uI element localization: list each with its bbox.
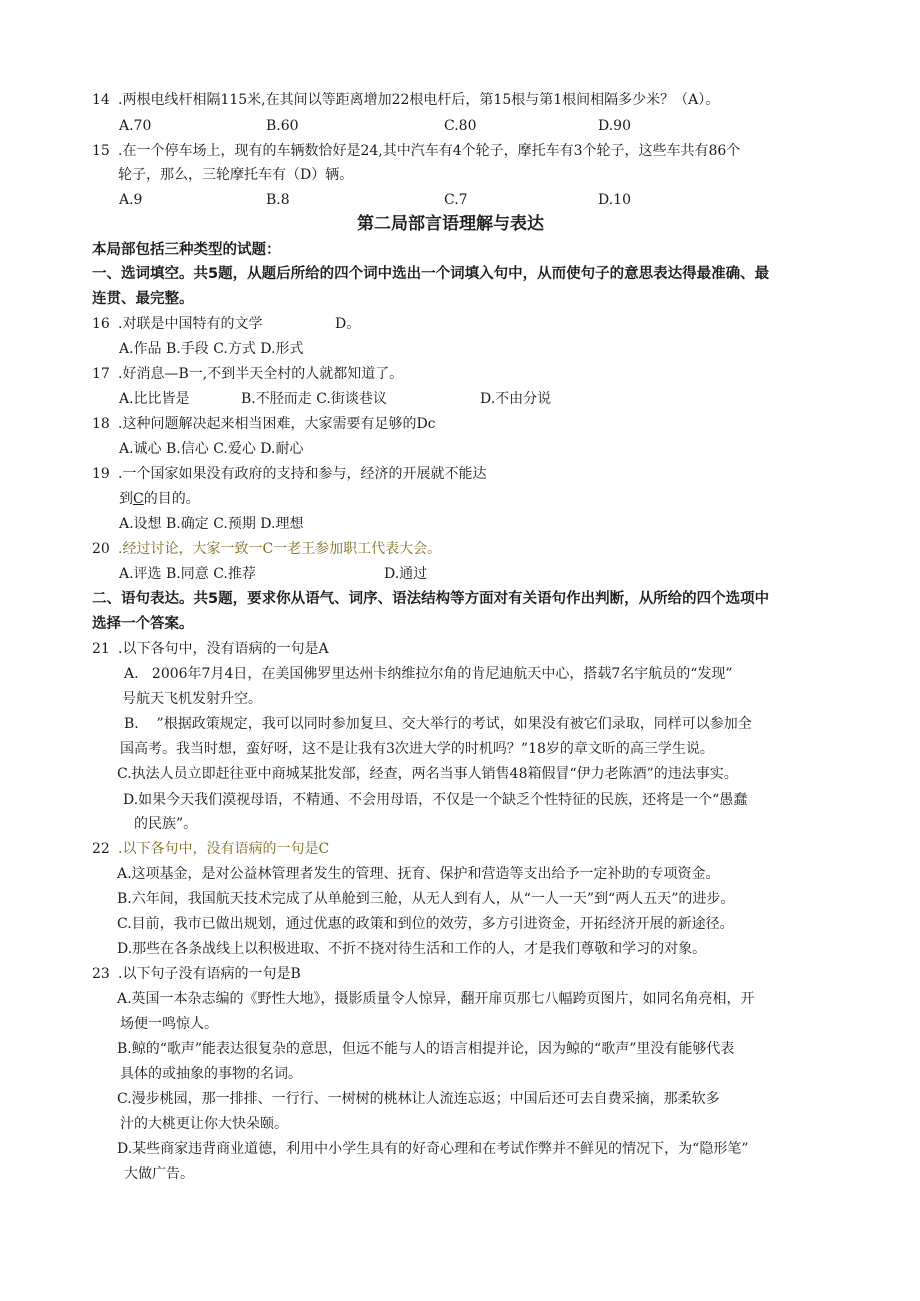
choice-c: C.执法人员立即赶往亚中商城某批发部，经查，两名当事人销售48箱假冒“伊力老陈酒”的违法事实。 bbox=[117, 766, 738, 782]
question-number: 15 bbox=[92, 143, 110, 159]
option-a: A.比比皆是 bbox=[119, 391, 190, 407]
question-number: 22 bbox=[92, 841, 110, 857]
answer: C bbox=[133, 491, 144, 507]
options: A.设想 B.确定 C.预期 D.理想 bbox=[119, 516, 304, 532]
question-number: 17 bbox=[92, 366, 110, 382]
option-c: C.7 bbox=[444, 192, 468, 208]
choice-d-continued: 的民族”。 bbox=[134, 816, 198, 832]
part-1-heading: 一、选词填空。共5题，从题后所给的四个词中选出一个词填入句中，从而使句子的意思表达得最准确、最 bbox=[92, 266, 770, 282]
question-15 bbox=[92, 141, 740, 161]
question-17 bbox=[92, 364, 403, 384]
option-b: B.8 bbox=[266, 192, 290, 208]
choice-a: A.英国一本杂志编的《野性大地》，摄影质量令人惊异，翻开扉页那七八幅跨页图片，如同名角亮相，开 bbox=[117, 991, 755, 1007]
section-intro: 本局部包括三种类型的试题： bbox=[92, 242, 281, 258]
part-2-heading: 二、语句表达。共5题，要求你从语气、词序、语法结构等方面对有关语句作出判断，从所给的四个选项中 bbox=[92, 591, 770, 607]
option-c: C.80 bbox=[444, 118, 477, 134]
choice-d: D.如果今天我们漠视母语，不精通、不会用母语，不仅是一个缺乏个性特征的民族，还将是一个“愚蠢 bbox=[123, 792, 748, 808]
choice-d: D.某些商家违背商业道德，利用中小学生具有的好奇心理和在考试作弊并不鲜见的情况下，为“隐形笔” bbox=[117, 1141, 749, 1157]
question-text: .以下各句中，没有语病的一句是A bbox=[118, 641, 329, 657]
choice-b-continued: 国高考。我当时想，蛮好呀，这不是让我有3次进大学的时机吗？”18岁的章文昕的高三学生说。 bbox=[120, 741, 714, 757]
choice-a: A.这项基金，是对公益林管理者发生的管理、抚育、保护和营造等支出给予一定补助的专项资金。 bbox=[117, 866, 720, 882]
question-18 bbox=[92, 414, 436, 434]
question-number: 19 bbox=[92, 466, 110, 482]
options-a-c: A.评选 B.同意 C.推荐 bbox=[119, 566, 256, 582]
question-20 bbox=[92, 539, 441, 559]
choice-d: D.那些在各条战线上以积极进取、不折不挠对待生活和工作的人，才是我们尊敬和学习的对象。 bbox=[117, 941, 707, 957]
choice-a: A. 2006年7月4日，在美国佛罗里达州卡纳维拉尔角的肯尼迪航天中心，搭载7名宇航员的“发现” bbox=[124, 666, 733, 682]
choice-c: C.漫步桃园，那一排排、一行行、一树树的桃林让人流连忘返；中国后还可去自费采摘，那柔软多 bbox=[117, 1091, 720, 1107]
choice-a-continued: 号航天飞机发射升空。 bbox=[122, 691, 262, 707]
options: A.诚心 B.信心 C.爱心 D.耐心 bbox=[119, 441, 304, 457]
choice-b: B. ”根据政策规定，我可以同时参加复旦、交大举行的考试，如果没有被它们录取，同样可以参加全 bbox=[124, 716, 752, 732]
option-d: D.10 bbox=[598, 192, 631, 208]
option-a: A.70 bbox=[119, 118, 152, 134]
option-d: D.通过 bbox=[384, 566, 428, 582]
text: 的目的。 bbox=[143, 491, 200, 507]
choice-a-continued: 场便一鸣惊人。 bbox=[120, 1016, 218, 1032]
choice-b: B.六年间，我国航天技术完成了从单舱到三舱，从无人到有人，从“一人一天”到“两人五天”的进步。 bbox=[117, 891, 735, 907]
question-text-continued: 轮子，那么，三轮摩托车有（D）辆。 bbox=[118, 167, 354, 183]
text: 到 bbox=[119, 491, 133, 507]
question-text: .以下各句中，没有语病的一句是C bbox=[118, 841, 330, 857]
choice-d-continued: 大做广告。 bbox=[124, 1166, 194, 1182]
question-19 bbox=[92, 464, 486, 484]
question-text-continued bbox=[119, 489, 200, 509]
question-text: .以下句子没有语病的一句是B bbox=[118, 966, 301, 982]
question-number: 16 bbox=[92, 316, 110, 332]
question-number: 14 bbox=[92, 92, 110, 108]
section-title: 第二局部言语理解与表达 bbox=[357, 214, 544, 234]
question-number: 18 bbox=[92, 416, 110, 432]
question-16 bbox=[92, 314, 262, 334]
question-14 bbox=[92, 90, 719, 110]
question-text: .好消息—B一,不到半天全村的人就都知道了。 bbox=[118, 366, 404, 382]
option-a: A.9 bbox=[119, 192, 143, 208]
question-text: .一个国家如果没有政府的支持和参与，经济的开展就不能达 bbox=[118, 466, 487, 482]
part-1-heading-continued: 连贯、最完整。 bbox=[92, 291, 194, 307]
choice-c-continued: 汁的大桃更让你大快朵颐。 bbox=[120, 1116, 288, 1132]
question-text: .两根电线杆相隔115米,在其间以等距离增加22根电杆后，第15根与第1根间相隔多少米？（A）。 bbox=[118, 92, 720, 108]
question-23 bbox=[92, 964, 301, 984]
option-b: B.60 bbox=[266, 118, 299, 134]
choice-b: B.鲸的“歌声”能表达很复杂的意思，但远不能与人的语言相提并论，因为鲸的“歌声”里没有能够代表 bbox=[117, 1041, 735, 1057]
option-d: D.不由分说 bbox=[480, 391, 552, 407]
choice-c: C.目前，我市已做出规划，通过优惠的政策和到位的效劳，多方引进资金，开拓经济开展的新途径。 bbox=[117, 916, 734, 932]
part-2-heading-continued: 选择一个答案。 bbox=[92, 616, 194, 632]
question-22 bbox=[92, 839, 329, 859]
question-number: 20 bbox=[92, 541, 110, 557]
options-b-c: B.不胫而走 C.街谈巷议 bbox=[241, 391, 387, 407]
question-number: 21 bbox=[92, 641, 110, 657]
answer: D。 bbox=[335, 316, 361, 332]
question-text: .经过讨论，大家一致一C一老王参加职工代表大会。 bbox=[118, 541, 442, 557]
question-text: .对联是中国特有的文学 bbox=[118, 316, 263, 332]
options: A.作品 B.手段 C.方式 D.形式 bbox=[119, 341, 304, 357]
question-text: .在一个停车场上，现有的车辆数恰好是24,其中汽车有4个轮子，摩托车有3个轮子，这些车共有86个 bbox=[118, 143, 741, 159]
question-number: 23 bbox=[92, 966, 110, 982]
question-21 bbox=[92, 639, 329, 659]
question-text: .这种问题解决起来相当困难，大家需要有足够的Dc bbox=[118, 416, 436, 432]
choice-b-continued: 具体的或抽象的事物的名词。 bbox=[120, 1066, 302, 1082]
option-d: D.90 bbox=[598, 118, 631, 134]
